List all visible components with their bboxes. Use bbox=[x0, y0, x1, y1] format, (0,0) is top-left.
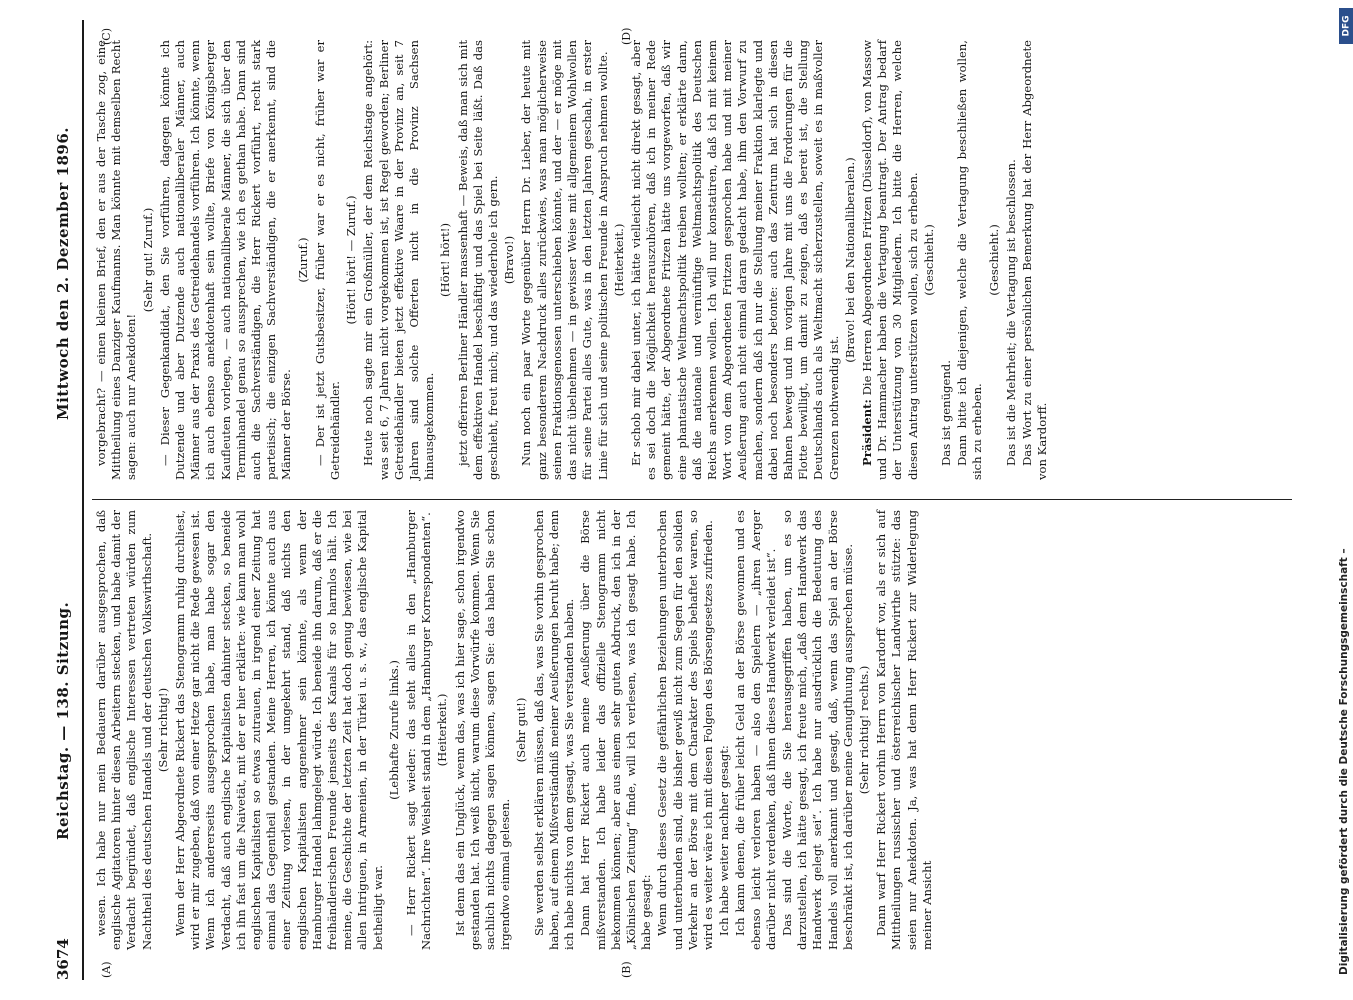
page-header bbox=[48, 20, 84, 980]
body-paragraph: jetzt offeriren Berliner Händler massenhaft — Beweis, daß man sich mit dem effektiven Handel beschäftigt und das Spiel bei Seite läßt. Daß das geschieht, freut mich; und das wiederhole ich gern. bbox=[455, 40, 501, 480]
body-paragraph: Ist denn das ein Unglück, wenn das, was ich hier sage, schon irgendwo gestanden hat. Ich weiß nicht, warum diese Vorwürfe kommen. Wenn Sie sachlich nichts dagegen sagen können, sagen Sie: das haben Sie schon irgendwo einmal gelesen. bbox=[452, 510, 513, 950]
interjection: (Sehr richtig! rechts.) bbox=[856, 665, 871, 795]
interjection: (Bravo! bei den Nationalliberalen.) bbox=[842, 157, 857, 363]
body-paragraph: Das ist genügend. bbox=[938, 360, 953, 466]
body-paragraph: Dann warf Herr Rickert vorhin Herrn von Kardorff vor, als er sich auf Mittheilungen russischer und österreichischer Landwirthe stützte: das seien nur Anekdoten. Ja, was hat denn Herr Rickert zur Widerlegung meiner Ansicht bbox=[874, 510, 934, 950]
column-divider bbox=[92, 499, 1292, 500]
interjection: (Sehr gut! Zuruf.) bbox=[140, 207, 155, 313]
body-paragraph: Nun noch ein paar Worte gegenüber Herrn Dr. Lieber, der heute mit ganz besonderem Nachdruck alles zurückwies, was man möglicherweise seinen Fraktionsgenossen unterschieben könnte, und der — er möge mit das nicht übelnehmen — in gewisser Weise mit allgemeinem Wohlwollen für seine Partei alles Gute, was in den letzten Jahren geschah, in erster Linie für sich und seine politischen Freunde in Anspruch nehmen wollte. bbox=[519, 40, 610, 480]
interjection: (Hört! hört! — Zuruf.) bbox=[344, 195, 359, 325]
body-paragraph: Ich habe weiter nachher gesagt: bbox=[717, 745, 732, 936]
body-paragraph: Wenn durch dieses Gesetz die gefährlichen Beziehungen unterbrochen und unterbunden sind, die bisher gewiß nicht zum Segen für den soliden Verkehr an der Börse mit dem Charakter des Spiels behaftet waren, so wird es weiter wäre ich mit diesen Folgen des Börsengesetzes zufrieden. bbox=[655, 510, 715, 950]
body-paragraph: Dann hat Herr Rickert auch meine Aeußerung über die Börse mißverstanden. Ich habe leider das offizielle Stenogramm nicht bekommen können; aber aus einem sehr guten Abdruck, den ich in der „Kölnischen Zeitung“ finde, will ich verlesen, was ich gesagt habe. Ich habe gesagt: bbox=[578, 510, 654, 950]
interjection: (Lebhafte Zurufe links.) bbox=[386, 660, 401, 800]
body-paragraph: Das ist die Mehrheit; die Vertagung ist beschlossen. bbox=[1003, 159, 1018, 466]
body-paragraph: Das sind die Worte, die Sie herausgegriffen haben, um es so darzustellen, ich hätte gesagt, ich freute mich, „daß dem Handwerk das Handwerk gelegt sei“. Ich habe nur ausdrücklich die Bedeutung des Handels voll anerkannt und gesagt, daß, wenn das Spiel an der Börse beschränkt ist, ich darüber meine Genugthuung aussprechen müsse. bbox=[779, 510, 855, 950]
body-paragraph: Das Wort zu einer persönlichen Bemerkung hat der Herr Abgeordnete von Kardorff. bbox=[1019, 40, 1050, 480]
speaker-text: Die Herren Abgeordneten Fritzen (Düsseldorf), von Massow und Dr. Hammacher haben die Vertagung beantragt. Der Antrag bedarf der Unterstützung von 30 Mitgliedern. Ich bitte die Herren, welche diesen Antrag unterstützen wollen, sich zu erheben. bbox=[859, 40, 920, 480]
body-paragraph: vorgebracht? — einen kleinen Brief, den er aus der Tasche zog, eine Mittheilung eines Danziger Kaufmanns. Man könnte mit demselben Recht sagen: auch nur Anekdoten! bbox=[94, 40, 139, 480]
body-paragraph: wesen. Ich habe nur mein Bedauern darüber ausgesprochen, daß englische Agitatoren hinter diesen Arbeitern stecken, und habe damit der Verdacht begründet, daß englische Interessen vertreten würden zum Nachtheil des deutschen Handels und der deutschen Volkswirthschaft. bbox=[94, 510, 154, 950]
body-paragraph: — Dieser Gegenkandidat, den Sie vorführen, dagegen könnte ich Dutzende und aber Dutzende auch nationalliberaler Männer, auch Männer aus der Praxis des Getreidehandels vorführen. Ich könnte, wenn ich auch ebenso anekdotenhaft sein wollte, Briefe von Königsberger Kaufleuten vorlegen, — auch nationalliberale Männer, die sich über den Terminhandel genau so aussprechen, wie ich es gethan habe. Dann sind auch die Sachverständigen, die Herr Rickert vorführt, recht stark parteiisch; die einzigen Sachverständigen, die er anerkennt, sind die Männer der Börse. bbox=[157, 40, 294, 480]
interjection: (Bravo!) bbox=[502, 235, 517, 285]
body-paragraph: Er schob mir dabei unter, ich hätte vielleicht nicht direkt gesagt, aber es sei doch die Möglichkeit herauszuhören, daß ich in meiner Rede gemeint hätte, der Abgeordnete Fritzen hätte uns vorgeworfen, daß wir eine phantastische Weltmachtspolitik treiben wollten; er erklärte dann, daß die nationale und vernünftige Weltmachtspolitik des Deutschen Reichs anerkennen wollen. Ich will nur konstatiren, daß ich mit keinem Wort von dem Abgeordneten Fritzen gesprochen habe und mit meiner Aeußerung auch nicht einmal daran gedacht habe, ihm den Vorwurf zu machen, sondern daß ich nur die Stellung meiner Fraktion klarlegte und dabei noch besonders betonte: auch das Zentrum hat sich in diesen Bahnen bewegt und im vorigen Jahre mit uns die Forderungen für die Flotte bewilligt, um damit zu zeigen, daß es bereit ist, die Stellung Deutschlands auch als Weltmacht sicherzustellen, soweit es in maßvoller Grenzen nothwendig ist. bbox=[628, 40, 841, 480]
margin-mark-a: (A) bbox=[100, 961, 113, 978]
right-text-column bbox=[94, 40, 1284, 480]
body-paragraph: Dann bitte ich diejenigen, welche die Vertagung beschließen wollen, sich zu erheben. bbox=[955, 40, 985, 480]
interjection: (Sehr gut!) bbox=[514, 697, 529, 763]
interjection: (Geschieht.) bbox=[986, 224, 1001, 296]
interjection: (Heiterkeit.) bbox=[611, 223, 626, 297]
speaker-paragraph bbox=[860, 40, 921, 480]
rotated-newspaper-page bbox=[40, 20, 1330, 980]
interjection: (Sehr richtig!) bbox=[155, 687, 170, 773]
margin-mark-c: (C) bbox=[100, 28, 113, 45]
interjection: (Geschieht.) bbox=[921, 224, 936, 296]
margin-mark-d: (D) bbox=[620, 27, 633, 45]
margin-mark-b: (B) bbox=[620, 961, 633, 978]
body-paragraph: Sie werden selbst erklären müssen, daß das, was Sie vorhin gesprochen haben, auf einem Mißverständniß meiner Aeußerungen beruht habe; denn ich habe nichts von dem gesagt, was Sie verstanden haben. bbox=[531, 510, 577, 950]
speaker-name: Präsident: bbox=[859, 399, 874, 466]
interjection: (Zuruf.) bbox=[295, 237, 310, 283]
page-number: 3674 bbox=[54, 938, 72, 980]
session-title: Reichstag. — 138. Sitzung. bbox=[54, 601, 72, 840]
body-paragraph: — Herr Rickert sagt wieder: das steht alles in den „Hamburger Nachrichten“. Ihre Weisheit stand in dem „Hamburger Korrespondenten“. bbox=[404, 510, 434, 950]
dfg-logo-text: DFG bbox=[1341, 15, 1352, 37]
digitization-credit: Digitalisierung gefördert durch die Deutsche Forschungsgemeinschaft – bbox=[1338, 548, 1350, 975]
left-text-column bbox=[94, 510, 1284, 950]
body-paragraph: Heute noch sagte mir ein Großmüller, der dem Reichstage angehört: was seit 6, 7 Jahren nicht vorgekommen ist, ist Regel geworden; Berliner Getreidehändler bieten jetzt effektive Waare in der Provinz an, seit 7 Jahren sind solche Offerten nicht in die Provinz Sachsen hinausgekommen. bbox=[361, 40, 437, 480]
dfg-logo bbox=[1339, 8, 1353, 44]
interjection: (Hört! hört!) bbox=[438, 223, 453, 297]
body-paragraph: Wenn der Herr Abgeordnete Rickert das Stenogramm ruhig durchliest, wird er mir zugeben, daß von einer Hetze gar nicht die Rede gewesen ist. Wenn ich andererseits ausgesprochen habe, man habe sogar den Verdacht, daß auch englische Kapitalisten dahinter stecken, so beneide ich ihn fast um die Naivetät, mit der er hier erklärte: wie kann man wohl englischen Kapitalisten so etwas zutrauen, in irgend einer Zeitung hat einmal das Gegentheil gestanden. Meine Herren, ich könnte auch aus einer Zeitung vorlesen, in der umgekehrt stand, daß nichts den englischen Kapitalisten angenehmer sein könnte, als wenn der Hamburger Handel lahmgelegt würde. Ich beneide ihn darum, daß er die freihändlerischen Freunde jenseits des Kanals für so harmlos hält. Ich meine, die Geschichte der letzten Zeit hat doch genug bewiesen, wie bei allen Intriguen, in Armenien, in der Türkei u. s. w., das englische Kapital betheiligt war. bbox=[173, 510, 385, 950]
body-paragraph: Ich kann denen, die früher leicht Geld an der Börse gewonnen und es ebenso leicht verloren haben — also den Spielern — „ihren Aerger darüber nicht verdenken, daß ihnen dieses Handwerk verleidet ist“. bbox=[733, 510, 778, 950]
interjection: (Heiterkeit.) bbox=[435, 693, 450, 767]
body-paragraph: — Der ist jetzt Gutsbesitzer, früher war er es nicht, früher war er Getreidehändler. bbox=[312, 40, 343, 480]
session-date: Mittwoch den 2. Dezember 1896. bbox=[54, 127, 72, 420]
